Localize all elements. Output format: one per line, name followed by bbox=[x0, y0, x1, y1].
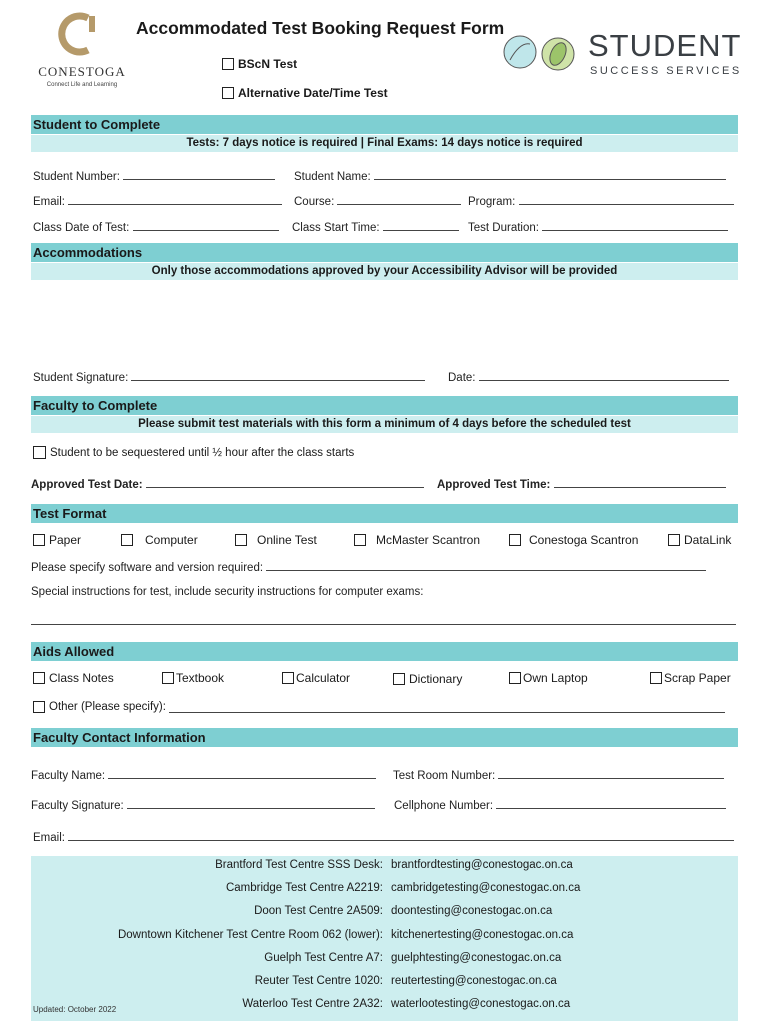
aid-scrap-paper-label: Scrap Paper bbox=[664, 671, 731, 685]
test-duration-field[interactable] bbox=[468, 219, 728, 234]
aid-other-option[interactable] bbox=[33, 701, 725, 713]
special-instructions-line[interactable] bbox=[31, 624, 736, 625]
software-field[interactable] bbox=[31, 559, 706, 574]
software-label: Please specify software and version required: bbox=[31, 562, 264, 574]
faculty-section-header: Faculty to Complete bbox=[31, 396, 738, 415]
format-datalink-option[interactable] bbox=[668, 533, 731, 547]
student-name-label: Student Name: bbox=[294, 171, 371, 183]
student-signature-field[interactable] bbox=[33, 369, 425, 384]
faculty-signature-label: Faculty Signature: bbox=[31, 800, 124, 812]
aid-textbook-checkbox[interactable] bbox=[162, 672, 174, 684]
special-instructions-label: Special instructions for test, include security instructions for computer exams: bbox=[31, 586, 424, 598]
student-notice: Tests: 7 days notice is required | Final Exams: 14 days notice is required bbox=[31, 135, 738, 152]
format-mcmaster-label: McMaster Scantron bbox=[376, 533, 481, 547]
test-centres-panel bbox=[31, 856, 738, 1021]
format-computer-option[interactable] bbox=[121, 533, 198, 547]
page-title: Accommodated Test Booking Request Form bbox=[136, 18, 505, 38]
aid-textbook-option[interactable] bbox=[162, 671, 224, 685]
faculty-email-field[interactable] bbox=[33, 829, 734, 844]
class-start-label: Class Start Time: bbox=[292, 222, 380, 234]
alt-date-time-label: Alternative Date/Time Test bbox=[238, 86, 388, 100]
test-room-field[interactable] bbox=[393, 767, 724, 782]
bscn-test-label: BScN Test bbox=[238, 57, 298, 71]
sequester-label: Student to be sequestered until ½ hour after the class starts bbox=[50, 446, 355, 459]
centre-email[interactable]: reutertesting@conestogac.on.ca bbox=[391, 975, 557, 987]
format-paper-label: Paper bbox=[49, 533, 82, 547]
centre-label: Brantford Test Centre SSS Desk: bbox=[215, 859, 383, 871]
centre-label: Doon Test Centre 2A509: bbox=[254, 905, 383, 917]
sequester-checkbox[interactable] bbox=[33, 446, 46, 459]
student-section-header: Student to Complete bbox=[31, 115, 738, 134]
accommodations-section-header: Accommodations bbox=[31, 243, 738, 262]
program-field[interactable] bbox=[468, 193, 734, 208]
bscn-test-option[interactable] bbox=[222, 57, 297, 71]
aid-own-laptop-checkbox[interactable] bbox=[509, 672, 521, 684]
aid-textbook-label: Textbook bbox=[176, 671, 225, 685]
approved-time-label: Approved Test Time: bbox=[437, 479, 551, 491]
aid-dictionary-label: Dictionary bbox=[409, 672, 463, 686]
email-field[interactable] bbox=[33, 193, 282, 208]
test-format-section-header: Test Format bbox=[31, 504, 738, 523]
aid-other-input[interactable] bbox=[169, 701, 725, 713]
format-datalink-label: DataLink bbox=[684, 533, 732, 547]
updated-note: Updated: October 2022 bbox=[33, 1005, 117, 1014]
format-mcmaster-checkbox[interactable] bbox=[354, 534, 366, 546]
aid-scrap-paper-option[interactable] bbox=[650, 671, 731, 685]
centre-email[interactable]: doontesting@conestogac.on.ca bbox=[391, 905, 553, 917]
format-paper-option[interactable] bbox=[33, 533, 81, 547]
program-label: Program: bbox=[468, 196, 516, 208]
sequester-option[interactable] bbox=[33, 446, 354, 459]
bscn-test-checkbox[interactable] bbox=[222, 58, 234, 70]
centre-email[interactable]: waterlootesting@conestogac.on.ca bbox=[391, 998, 571, 1010]
course-field[interactable] bbox=[294, 193, 461, 208]
format-computer-checkbox[interactable] bbox=[121, 534, 133, 546]
student-success-logo bbox=[502, 30, 742, 80]
format-conestoga-option[interactable] bbox=[509, 533, 638, 547]
format-paper-checkbox[interactable] bbox=[33, 534, 45, 546]
test-duration-label: Test Duration: bbox=[468, 222, 539, 234]
centre-label: Cambridge Test Centre A2219: bbox=[225, 882, 383, 894]
conestoga-c-mark-icon bbox=[32, 12, 132, 56]
student-date-field[interactable] bbox=[448, 369, 729, 384]
aid-own-laptop-label: Own Laptop bbox=[523, 671, 588, 685]
aid-class-notes-checkbox[interactable] bbox=[33, 672, 45, 684]
faculty-contact-section-header: Faculty Contact Information bbox=[31, 728, 738, 747]
success-services-wordmark: SUCCESS SERVICES bbox=[590, 65, 742, 77]
class-date-label: Class Date of Test: bbox=[33, 222, 130, 234]
centre-email[interactable]: kitchenertesting@conestogac.on.ca bbox=[391, 929, 574, 941]
alt-date-time-option[interactable] bbox=[222, 86, 388, 100]
aid-calculator-checkbox[interactable] bbox=[282, 672, 294, 684]
format-online-label: Online Test bbox=[257, 533, 317, 547]
approved-date-label: Approved Test Date: bbox=[31, 479, 143, 491]
centre-label: Reuter Test Centre 1020: bbox=[254, 975, 383, 987]
centre-label: Downtown Kitchener Test Centre Room 062 (lower): bbox=[117, 929, 383, 941]
student-signature-label: Student Signature: bbox=[33, 372, 129, 384]
student-name-field[interactable] bbox=[294, 168, 726, 183]
format-datalink-checkbox[interactable] bbox=[668, 534, 680, 546]
conestoga-tagline: Connect Life and Learning bbox=[46, 82, 118, 88]
format-online-option[interactable] bbox=[235, 533, 317, 547]
accommodations-notice: Only those accommodations approved by your Accessibility Advisor will be provided bbox=[31, 263, 738, 280]
conestoga-logo bbox=[32, 12, 132, 92]
student-number-field[interactable] bbox=[33, 168, 275, 183]
faculty-email-label: Email: bbox=[33, 832, 65, 844]
aid-class-notes-label: Class Notes bbox=[49, 671, 114, 685]
format-mcmaster-option[interactable] bbox=[354, 533, 480, 547]
approved-time-field[interactable] bbox=[437, 476, 726, 491]
student-date-label: Date: bbox=[448, 372, 476, 384]
aid-other-label: Other (Please specify): bbox=[49, 701, 166, 713]
aid-class-notes-option[interactable] bbox=[33, 671, 114, 685]
format-online-checkbox[interactable] bbox=[235, 534, 247, 546]
aid-scrap-paper-checkbox[interactable] bbox=[650, 672, 662, 684]
approved-date-field[interactable] bbox=[31, 476, 424, 491]
format-conestoga-label: Conestoga Scantron bbox=[529, 533, 639, 547]
cellphone-field[interactable] bbox=[394, 797, 726, 812]
aids-section-header: Aids Allowed bbox=[31, 642, 738, 661]
email-label: Email: bbox=[33, 196, 65, 208]
test-room-label: Test Room Number: bbox=[393, 770, 496, 782]
aid-own-laptop-option[interactable] bbox=[509, 671, 588, 685]
centre-email[interactable]: guelphtesting@conestogac.on.ca bbox=[391, 952, 562, 964]
centre-email[interactable]: brantfordtesting@conestogac.on.ca bbox=[391, 859, 573, 871]
aid-dictionary-checkbox[interactable] bbox=[393, 673, 405, 685]
format-computer-label: Computer bbox=[145, 533, 198, 547]
centre-email[interactable]: cambridgetesting@conestogac.on.ca bbox=[391, 882, 581, 894]
faculty-notice: Please submit test materials with this form a minimum of 4 days before the scheduled test bbox=[31, 416, 738, 433]
student-wordmark: STUDENT bbox=[588, 28, 742, 63]
aid-dictionary-option[interactable] bbox=[393, 672, 462, 686]
class-date-field[interactable] bbox=[33, 219, 279, 234]
accommodations-area bbox=[31, 282, 738, 360]
alt-date-time-checkbox[interactable] bbox=[222, 87, 234, 99]
centre-label: Waterloo Test Centre 2A32: bbox=[242, 998, 383, 1010]
class-start-field[interactable] bbox=[292, 219, 459, 234]
aid-calculator-option[interactable] bbox=[282, 671, 350, 685]
faculty-name-field[interactable] bbox=[31, 767, 376, 782]
cellphone-label: Cellphone Number: bbox=[394, 800, 494, 812]
centre-label: Guelph Test Centre A7: bbox=[264, 952, 383, 964]
faculty-signature-field[interactable] bbox=[31, 797, 375, 812]
faculty-name-label: Faculty Name: bbox=[31, 770, 106, 782]
student-number-label: Student Number: bbox=[33, 171, 120, 183]
aid-calculator-label: Calculator bbox=[296, 671, 351, 685]
aid-other-checkbox[interactable] bbox=[33, 701, 45, 713]
course-label: Course: bbox=[294, 196, 335, 208]
leaf-circles-icon bbox=[502, 30, 580, 76]
format-conestoga-checkbox[interactable] bbox=[509, 534, 521, 546]
conestoga-wordmark: CONESTOGA bbox=[38, 64, 126, 79]
